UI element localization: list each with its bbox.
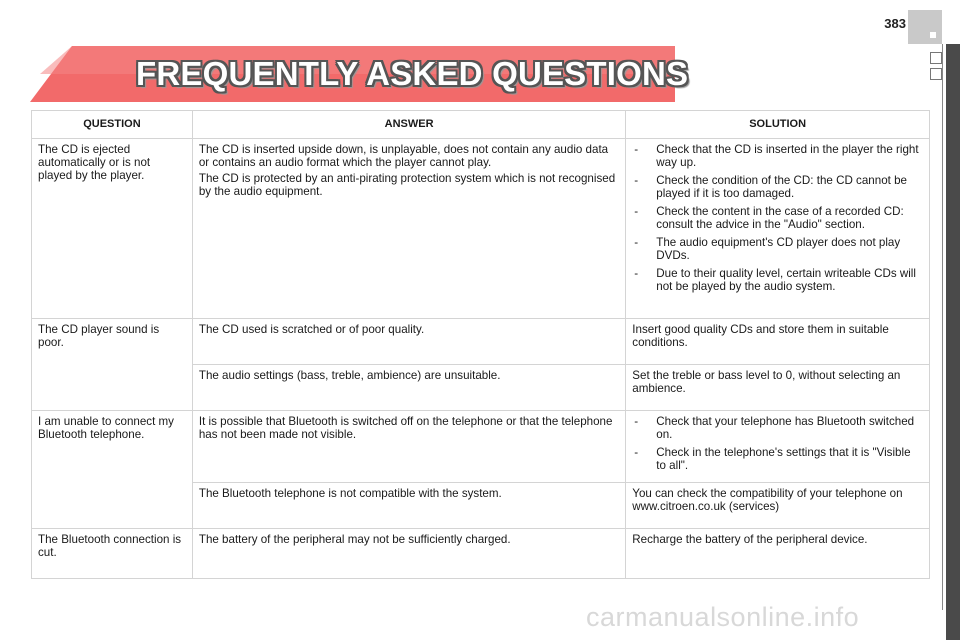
solution-cell: Set the treble or bass level to 0, without selecting an ambience. <box>626 365 930 411</box>
solution-list <box>632 143 923 293</box>
header-question: QUESTION <box>32 111 193 139</box>
table-row <box>32 529 930 579</box>
solution-cell <box>626 139 930 319</box>
side-divider <box>942 44 943 610</box>
table-row <box>32 411 930 483</box>
list-item: - Check in the telephone's settings that it is "Visible to all". <box>632 446 923 472</box>
answer-cell: The audio settings (bass, treble, ambience) are unsuitable. <box>192 365 625 411</box>
faq-table <box>31 110 930 579</box>
question-cell <box>32 365 193 411</box>
question-cell: The CD player sound is poor. <box>32 319 193 365</box>
side-bar <box>946 44 960 640</box>
table-row <box>32 139 930 319</box>
header-answer: ANSWER <box>192 111 625 139</box>
list-item: - Check the condition of the CD: the CD cannot be played if it is too damaged. <box>632 174 923 200</box>
answer-cell <box>192 139 625 319</box>
question-cell <box>32 483 193 529</box>
question-cell: I am unable to connect my Bluetooth telephone. <box>32 411 193 483</box>
list-item: - Check that the CD is inserted in the player the right way up. <box>632 143 923 169</box>
question-cell: The CD is ejected automatically or is not played by the player. <box>32 139 193 319</box>
answer-cell: The CD used is scratched or of poor quality. <box>192 319 625 365</box>
list-item: - Due to their quality level, certain writeable CDs will not be played by the audio system. <box>632 267 923 293</box>
answer-cell: The Bluetooth telephone is not compatible with the system. <box>192 483 625 529</box>
list-item: - Check the content in the case of a recorded CD: consult the advice in the "Audio" section. <box>632 205 923 231</box>
table-row <box>32 483 930 529</box>
page-title: FREQUENTLY ASKED QUESTIONS <box>136 55 689 92</box>
solution-cell: Recharge the battery of the peripheral device. <box>626 529 930 579</box>
answer-cell: The battery of the peripheral may not be sufficiently charged. <box>192 529 625 579</box>
question-cell: The Bluetooth connection is cut. <box>32 529 193 579</box>
answer-text: The CD is inserted upside down, is unplayable, does not contain any audio data or contains an audio format which the player cannot play. <box>198 143 609 169</box>
list-item: - The audio equipment's CD player does not play DVDs. <box>632 236 923 262</box>
table-row <box>32 319 930 365</box>
page-tab <box>908 10 942 44</box>
answer-cell: It is possible that Bluetooth is switched off on the telephone or that the telephone has not been made not visible. <box>192 411 625 483</box>
side-checkbox-2 <box>930 68 942 80</box>
page-number: 383 <box>884 16 906 31</box>
solution-cell: You can check the compatibility of your telephone on www.citroen.co.uk (services) <box>626 483 930 529</box>
side-checkbox-1 <box>930 52 942 64</box>
list-item: - Check that your telephone has Bluetooth switched on. <box>632 415 923 441</box>
table-header-row <box>32 111 930 139</box>
answer-text: The CD is protected by an anti-pirating protection system which is not recognised by the audio equipment. <box>198 172 616 198</box>
solution-list <box>632 415 923 472</box>
solution-cell <box>626 411 930 483</box>
table-row <box>32 365 930 411</box>
page-tab-dot <box>930 32 936 38</box>
solution-cell: Insert good quality CDs and store them in suitable conditions. <box>626 319 930 365</box>
watermark: carmanualsonline.info <box>586 602 860 632</box>
header-solution: SOLUTION <box>626 111 930 139</box>
